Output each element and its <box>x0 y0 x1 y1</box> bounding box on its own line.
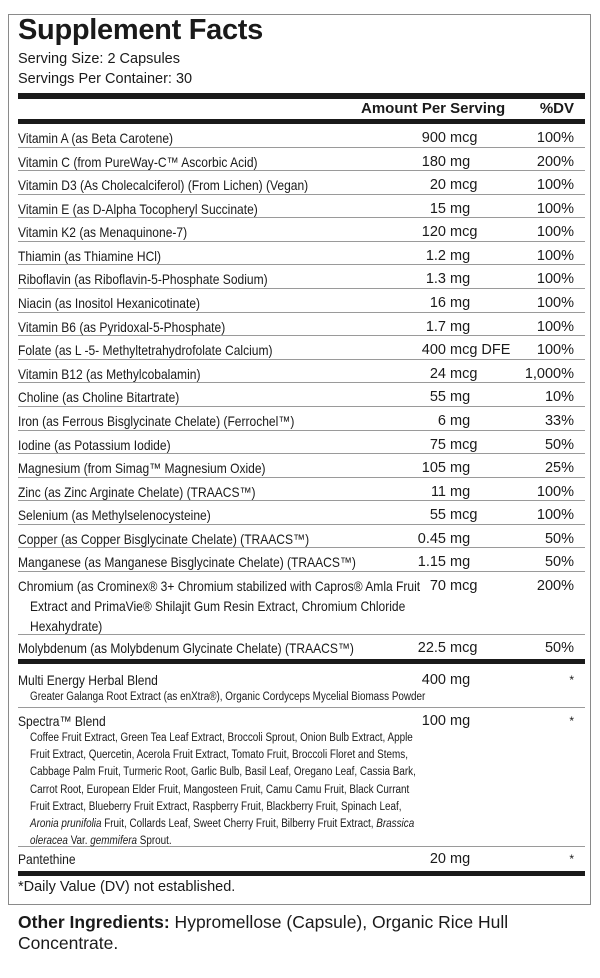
nutrient-unit: mcg <box>450 130 478 146</box>
nutrient-name: Magnesium (from Simag™ Magnesium Oxide) <box>18 460 266 477</box>
nutrient-amount: 120 <box>421 224 446 241</box>
nutrient-name: Riboflavin (as Riboflavin-5-Phosphate Sodium) <box>18 271 268 288</box>
nutrient-name: Vitamin A (as Beta Carotene) <box>18 130 174 146</box>
header-dv: %DV <box>539 100 574 117</box>
nutrient-row <box>18 501 585 525</box>
header-amount-per-serving: Amount Per Serving <box>361 100 506 117</box>
nutrient-dv: 100% <box>536 271 574 288</box>
nutrient-unit: mcg <box>450 224 478 241</box>
nutrient-name: Folate (as L -5- Methyltetrahydrofolate Calcium) <box>18 342 273 359</box>
nutrient-name: Niacin (as Inositol Hexanicotinate) <box>18 295 201 312</box>
blend-dv: * <box>569 673 574 687</box>
nutrient-unit: mg <box>450 851 471 867</box>
latin-name: oleracea <box>30 835 68 847</box>
blend-ingredients-line <box>30 816 414 833</box>
nutrient-dv: 33% <box>544 412 574 429</box>
nutrient-name: Zinc (as Zinc Arginate Chelate) (TRAACS™) <box>18 483 256 500</box>
nutrient-unit: mcg <box>450 436 478 453</box>
blend-dv: * <box>569 714 574 728</box>
nutrient-unit: mg <box>450 153 471 170</box>
nutrient-name: Molybdenum (as Molybdenum Glycinate Chelate) (TRAACS™) <box>18 640 354 656</box>
nutrient-row <box>18 148 585 172</box>
nutrient-name: Vitamin D3 (As Cholecalciferol) (From Lichen) (Vegan) <box>18 177 309 194</box>
nutrient-row <box>18 407 585 431</box>
blend-amount: 100 <box>421 713 446 729</box>
nutrient-row <box>18 548 585 572</box>
nutrient-unit: mg <box>450 530 471 547</box>
nutrient-name: Iodine (as Potassium Iodide) <box>18 436 171 453</box>
nutrient-name: Vitamin K2 (as Menaquinone-7) <box>18 224 188 241</box>
serving-size: Serving Size: 2 Capsules <box>18 51 180 67</box>
blend-ingredients-line: Cabbage Palm Fruit, Turmeric Root, Garlic Bulb, Basil Leaf, Oregano Leaf, Cassia Bark, <box>30 766 416 779</box>
nutrient-amount: 6 <box>437 412 446 429</box>
nutrient-unit: mcg <box>450 640 478 656</box>
nutrient-unit: mg <box>450 271 471 288</box>
nutrient-amount: 70 <box>429 578 446 594</box>
nutrient-row <box>18 478 585 502</box>
nutrient-dv: * <box>569 852 574 866</box>
latin-name: gemmifera <box>90 835 138 847</box>
blend-row-multi-energy <box>18 664 585 708</box>
nutrient-name: Vitamin C (from PureWay-C™ Ascorbic Acid) <box>18 153 258 170</box>
nutrient-row <box>18 383 585 407</box>
nutrient-row <box>18 124 585 148</box>
blend-table <box>18 664 585 871</box>
thick-divider <box>18 93 585 99</box>
nutrient-amount: 55 <box>429 507 446 524</box>
blend-ingredients-line: Fruit Extract, Quercetin, Acerola Fruit Extract, Tomato Fruit, Broccoli Floret and Stems, <box>30 749 408 762</box>
nutrient-unit: mg <box>450 554 471 571</box>
nutrient-amount: 11 <box>430 483 446 500</box>
nutrient-name: Vitamin B6 (as Pyridoxal-5-Phosphate) <box>18 318 226 335</box>
nutrient-unit: mcg <box>450 365 478 382</box>
nutrient-amount: 20 <box>429 851 446 867</box>
nutrient-amount: 15 <box>429 200 446 217</box>
nutrient-amount: 1.15 <box>417 554 446 571</box>
nutrient-amount: 24 <box>429 365 446 382</box>
nutrient-name: Chromium (as Crominex® 3+ Chromium stabilized with Capros® Amla Fruit <box>18 578 421 594</box>
nutrient-amount: 55 <box>429 389 446 406</box>
panel-title: Supplement Facts <box>18 14 263 46</box>
nutrient-name: Copper (as Copper Bisglycinate Chelate) (TRAACS™) <box>18 530 310 547</box>
thick-divider <box>18 871 585 876</box>
nutrient-dv: 10% <box>544 389 574 406</box>
nutrient-unit: mg <box>450 200 471 217</box>
nutrient-unit: mg <box>450 247 471 264</box>
nutrient-dv: 100% <box>536 483 574 500</box>
nutrient-amount: 20 <box>429 177 446 194</box>
nutrient-unit: mg <box>450 460 471 477</box>
ingredient-text: Sprout. <box>137 835 172 847</box>
nutrient-dv: 100% <box>536 177 574 194</box>
latin-name: Brassica <box>376 818 415 830</box>
nutrient-name: Selenium (as Methylselenocysteine) <box>18 507 211 524</box>
nutrient-unit: mcg DFE <box>450 342 511 359</box>
nutrient-row <box>18 218 585 242</box>
nutrient-dv: 100% <box>536 247 574 264</box>
ingredient-text: Fruit, Collards Leaf, Sweet Cherry Fruit, Bilberry Fruit Extract, <box>101 818 377 830</box>
nutrient-amount: 1.3 <box>425 271 446 288</box>
nutrient-row-chromium <box>18 572 585 635</box>
nutrient-amount: 0.45 <box>417 530 446 547</box>
nutrient-unit: mg <box>450 389 471 406</box>
other-ingredients-label: Other Ingredients: <box>18 912 170 932</box>
blend-ingredients-line: Carrot Root, European Elder Fruit, Mangosteen Fruit, Camu Camu Fruit, Black Currant <box>30 783 410 796</box>
blend-unit: mg <box>450 672 471 688</box>
nutrient-dv: 100% <box>536 224 574 241</box>
nutrient-name: Vitamin B12 (as Methylcobalamin) <box>18 365 201 382</box>
other-ingredients-text: Hypromellose (Capsule), Organic Rice Hull Concentrate. <box>18 912 509 953</box>
nutrient-dv: 100% <box>536 200 574 217</box>
nutrient-unit: mcg <box>450 578 478 594</box>
nutrient-amount: 900 <box>421 130 446 146</box>
nutrient-row <box>18 242 585 266</box>
nutrient-row <box>18 360 585 384</box>
nutrient-amount: 22.5 <box>417 640 446 656</box>
nutrient-unit: mcg <box>450 507 478 524</box>
other-ingredients <box>18 912 588 954</box>
nutrient-amount: 400 <box>421 342 446 359</box>
nutrient-dv: 50% <box>544 640 574 656</box>
nutrient-row-pantethine <box>18 847 585 871</box>
blend-name: Spectra™ Blend <box>18 713 106 729</box>
nutrient-dv: 25% <box>544 460 574 477</box>
nutrient-amount: 75 <box>429 436 446 453</box>
ingredient-text: Var. <box>67 835 91 847</box>
nutrient-row <box>18 265 585 289</box>
nutrient-dv: 100% <box>536 342 574 359</box>
nutrient-name: Choline (as Choline Bitartrate) <box>18 389 180 406</box>
nutrient-table <box>18 124 585 572</box>
nutrient-row <box>18 313 585 337</box>
nutrient-amount: 105 <box>421 460 446 477</box>
nutrient-name: Manganese (as Manganese Bisglycinate Chelate) (TRAACS™) <box>18 554 356 571</box>
nutrient-dv: 200% <box>536 153 574 170</box>
nutrient-name-cont: Hexahydrate) <box>30 618 103 634</box>
nutrient-amount: 1.7 <box>425 318 446 335</box>
nutrient-amount: 16 <box>429 295 446 312</box>
nutrient-row <box>18 289 585 313</box>
blend-unit: mg <box>450 713 471 729</box>
servings-per-container: Servings Per Container: 30 <box>18 71 193 87</box>
nutrient-unit: mg <box>450 318 471 335</box>
nutrient-row <box>18 336 585 360</box>
nutrient-dv: 1,000% <box>524 365 574 382</box>
nutrient-name-cont: Extract and PrimaVie® Shilajit Gum Resin Extract, Chromium Chloride <box>30 598 406 614</box>
nutrient-row <box>18 525 585 549</box>
nutrient-row <box>18 195 585 219</box>
nutrient-dv: 100% <box>536 130 574 146</box>
nutrient-dv: 100% <box>536 318 574 335</box>
blend-name: Multi Energy Herbal Blend <box>18 672 158 688</box>
blend-ingredients-line: Coffee Fruit Extract, Green Tea Leaf Extract, Broccoli Sprout, Onion Bulb Extract, Apple <box>30 732 413 744</box>
nutrient-row <box>18 171 585 195</box>
blend-row-spectra <box>18 708 585 847</box>
nutrient-unit: mg <box>450 295 471 312</box>
latin-name: Aronia prunifolia <box>30 818 102 830</box>
nutrient-amount: 180 <box>421 153 446 170</box>
nutrient-unit: mcg <box>450 177 478 194</box>
nutrient-name: Pantethine <box>18 851 76 867</box>
nutrient-dv: 200% <box>536 578 574 594</box>
nutrient-row-molybdenum <box>18 635 585 659</box>
dv-footnote: *Daily Value (DV) not established. <box>18 879 236 895</box>
blend-ingredients-line: Fruit Extract, Blueberry Fruit Extract, Raspberry Fruit, Blackberry Fruit, Spinach Leaf, <box>30 800 402 813</box>
nutrient-name: Vitamin E (as D-Alpha Tocopheryl Succinate) <box>18 200 258 217</box>
nutrient-unit: mg <box>450 412 471 429</box>
nutrient-amount: 1.2 <box>425 247 446 264</box>
nutrient-unit: mg <box>450 483 471 500</box>
nutrient-dv: 100% <box>536 295 574 312</box>
nutrient-name: Thiamin (as Thiamine HCl) <box>18 247 161 264</box>
nutrient-row <box>18 431 585 455</box>
nutrient-dv: 100% <box>536 507 574 524</box>
blend-amount: 400 <box>421 672 446 688</box>
blend-ingredients: Greater Galanga Root Extract (as enXtra®), Organic Cordyceps Mycelial Biomass Powder <box>30 691 426 703</box>
nutrient-table-lower <box>18 572 585 659</box>
nutrient-dv: 50% <box>544 436 574 453</box>
nutrient-name: Iron (as Ferrous Bisglycinate Chelate) (Ferrochel™) <box>18 412 295 429</box>
nutrient-row <box>18 454 585 478</box>
nutrient-dv: 50% <box>544 554 574 571</box>
nutrient-dv: 50% <box>544 530 574 547</box>
